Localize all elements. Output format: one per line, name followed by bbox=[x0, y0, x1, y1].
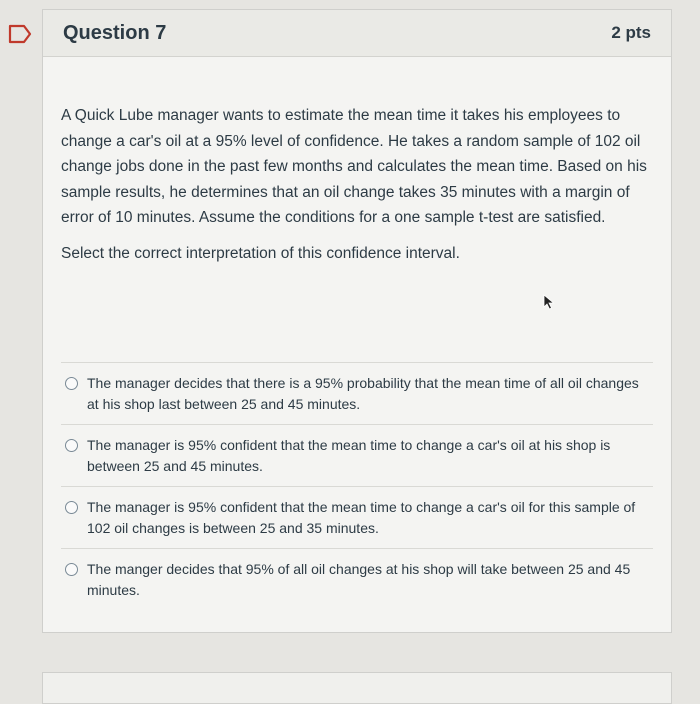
question-title: Question 7 bbox=[63, 21, 167, 44]
radio-icon[interactable] bbox=[65, 377, 78, 390]
answer-option[interactable] bbox=[61, 424, 653, 486]
answer-label: The manager is 95% confident that the mean time to change a car's oil for this sample of 102 oil changes is between 25 and 35 minutes. bbox=[87, 499, 636, 536]
next-question-card bbox=[42, 672, 672, 704]
question-card bbox=[42, 9, 672, 633]
radio-icon[interactable] bbox=[65, 439, 78, 452]
answer-label: The manager is 95% confident that the mean time to change a car's oil at his shop is between 25 and 45 minutes. bbox=[87, 437, 611, 474]
mouse-cursor-icon bbox=[543, 294, 555, 310]
radio-icon[interactable] bbox=[65, 501, 78, 514]
question-prompt: Select the correct interpretation of this confidence interval. bbox=[61, 244, 460, 262]
answer-option[interactable] bbox=[61, 362, 653, 424]
question-body bbox=[43, 57, 671, 266]
question-text: A Quick Lube manager wants to estimate the mean time it takes his employees to change a car's oil at a 95% level of confidence. He takes a random sample of 102 oil change jobs done in the past few months and calculates the mean time. Based on his sample results, he determines that an oil change takes 35 minutes with a margin of error of 10 minutes. Assume the conditions for a one sample t-test are satisfied. bbox=[61, 107, 647, 226]
radio-icon[interactable] bbox=[65, 563, 78, 576]
answer-label: The manager decides that there is a 95% probability that the mean time of all oil changes at his shop last between 25 and 45 minutes. bbox=[87, 375, 639, 412]
question-points: 2 pts bbox=[611, 23, 651, 42]
answer-option[interactable] bbox=[61, 486, 653, 548]
answer-label: The manger decides that 95% of all oil changes at his shop will take between 25 and 45 minutes. bbox=[87, 561, 631, 598]
flag-question-icon[interactable] bbox=[8, 24, 34, 44]
answer-list bbox=[61, 362, 653, 610]
answer-option[interactable] bbox=[61, 548, 653, 610]
question-header bbox=[43, 10, 671, 57]
